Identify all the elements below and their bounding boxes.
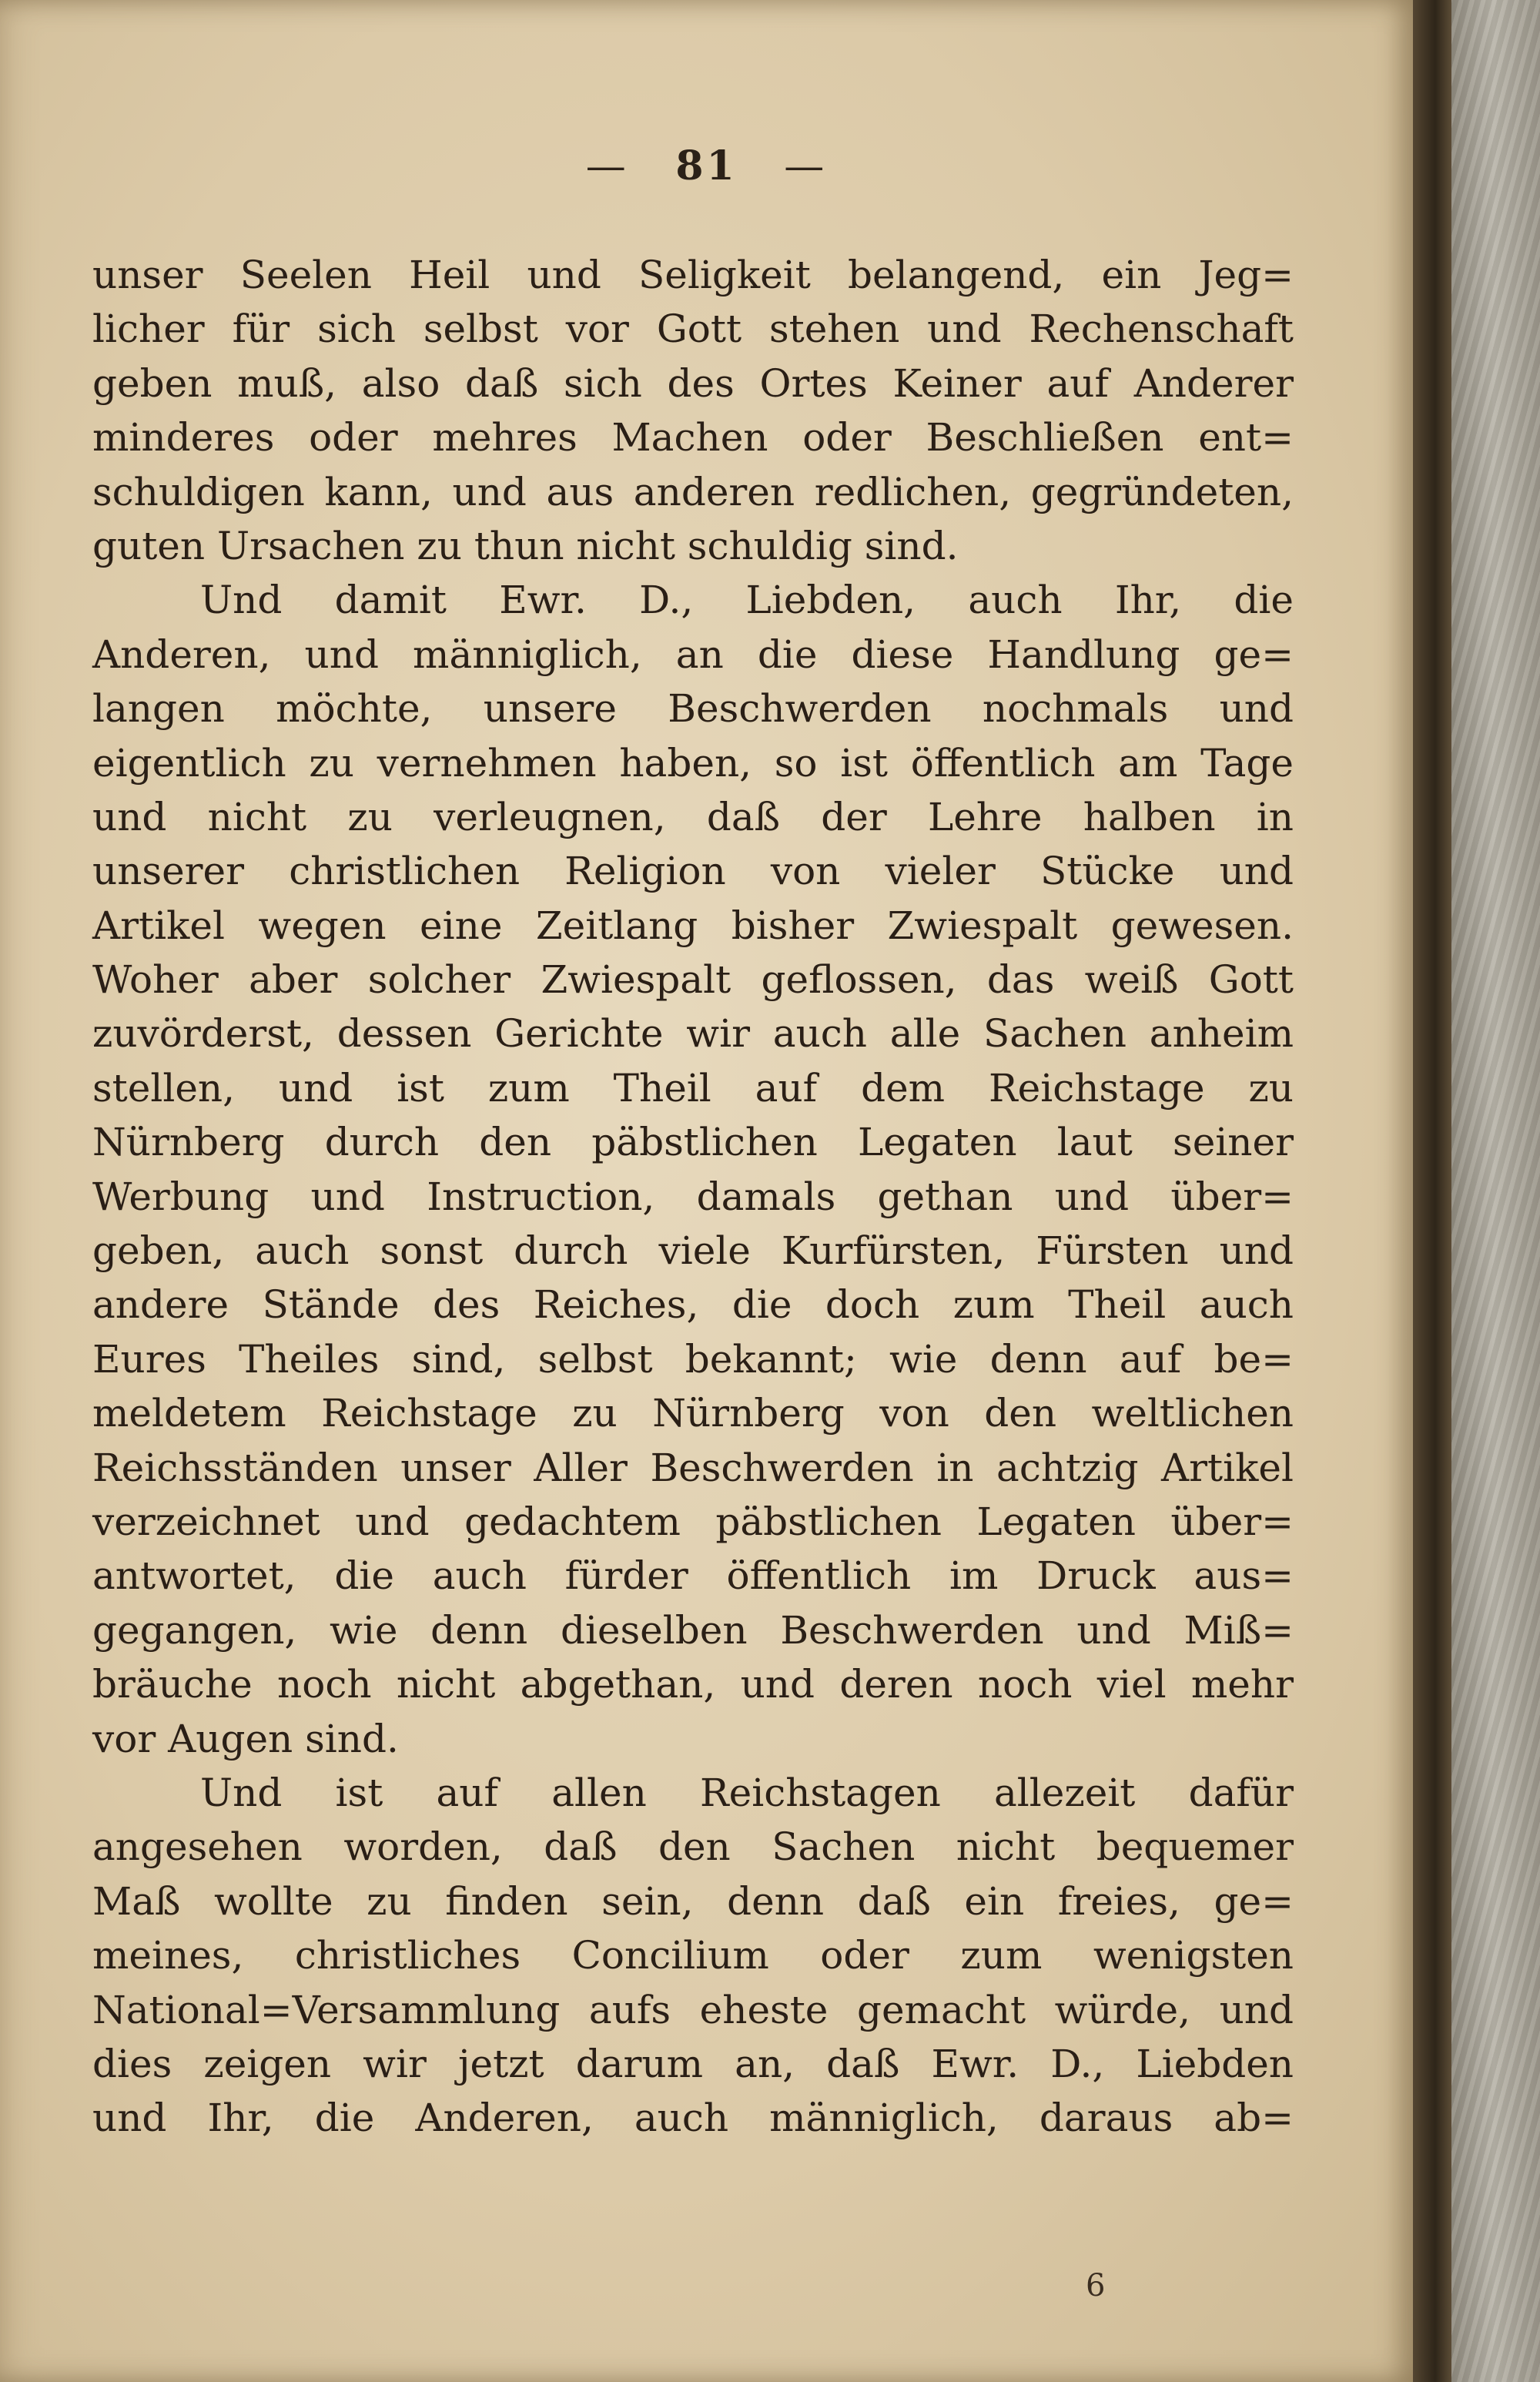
text-line: licher für sich selbst vor Gott stehen und Rechenschaft <box>92 307 1294 352</box>
signature-mark: 6 <box>1086 2268 1106 2303</box>
stone-backdrop <box>1448 0 1540 2382</box>
text-line: Und damit Ewr. D., Liebden, auch Ihr, die <box>200 578 1294 623</box>
text-line: und nicht zu verleugnen, daß der Lehre halben in <box>92 794 1294 839</box>
text-line: andere Stände des Reiches, die doch zum Theil auch <box>92 1282 1294 1328</box>
page-number: 81 <box>675 142 738 189</box>
page-header <box>0 142 1413 189</box>
text-line: gegangen, wie denn dieselben Beschwerden und Miß= <box>92 1607 1294 1653</box>
text-line: unser Seelen Heil und Seligkeit belangend, ein Jeg= <box>92 253 1294 297</box>
text-line: Nürnberg durch den päbstlichen Legaten laut seiner <box>92 1120 1294 1165</box>
text-line: und Ihr, die Anderen, auch männiglich, daraus ab= <box>92 2096 1294 2141</box>
text-line: Artikel wegen eine Zeitlang bisher Zwiespalt gewesen. <box>92 903 1294 948</box>
text-line: Werbung und Instruction, damals gethan und über= <box>92 1174 1294 1219</box>
text-line: zuvörderst, dessen Gerichte wir auch alle Sachen anheim <box>92 1011 1294 1057</box>
text-line: meldetem Reichstage zu Nürnberg von den weltlichen <box>92 1391 1294 1436</box>
text-line: Maß wollte zu finden sein, denn daß ein freies, ge= <box>92 1878 1294 1924</box>
text-line: Woher aber solcher Zwiespalt geflossen, das weiß Gott <box>92 957 1294 1003</box>
header-right-dash: — <box>784 143 828 189</box>
body-text <box>92 248 1294 2146</box>
text-line: guten Ursachen zu thun nicht schuldig sind. <box>92 523 959 568</box>
text-line: bräuche noch nicht abgethan, und deren noch viel mehr <box>92 1662 1294 1707</box>
text-line: geben, auch sonst durch viele Kurfürsten, Fürsten und <box>92 1228 1294 1274</box>
text-line: vor Augen sind. <box>92 1716 399 1761</box>
text-line: meines, christliches Concilium oder zum wenigsten <box>92 1933 1294 1978</box>
text-line: Anderen, und männiglich, an die diese Handlung ge= <box>92 632 1294 677</box>
text-line: antwortet, die auch fürder öffentlich im Druck aus= <box>92 1553 1294 1599</box>
text-line: unserer christlichen Religion von vieler Stücke und <box>92 849 1294 894</box>
text-line: langen möchte, unsere Beschwerden nochmals und <box>92 686 1294 732</box>
text-line: eigentlich zu vernehmen haben, so ist öffentlich am Tage <box>92 740 1294 786</box>
text-line: geben muß, also daß sich des Ortes Keiner auf Anderer <box>92 360 1294 406</box>
text-line: angesehen worden, daß den Sachen nicht bequemer <box>92 1824 1294 1870</box>
text-line: schuldigen kann, und aus anderen redlichen, gegründeten, <box>92 469 1294 514</box>
text-line: National=Versammlung aufs eheste gemacht würde, und <box>92 1987 1294 2032</box>
text-line: Eures Theiles sind, selbst bekannt; wie denn auf be= <box>92 1336 1294 1382</box>
text-line: dies zeigen wir jetzt darum an, daß Ewr. D., Liebden <box>92 2041 1294 2086</box>
header-left-dash: — <box>585 143 629 189</box>
text-line: Reichsständen unser Aller Beschwerden in achtzig Artikel <box>92 1445 1294 1490</box>
text-line: minderes oder mehres Machen oder Beschließen ent= <box>92 415 1294 461</box>
text-line: Und ist auf allen Reichstagen allezeit dafür <box>200 1770 1294 1815</box>
text-line: stellen, und ist zum Theil auf dem Reichstage zu <box>92 1065 1294 1111</box>
text-line: verzeichnet und gedachtem päbstlichen Legaten über= <box>92 1499 1294 1544</box>
